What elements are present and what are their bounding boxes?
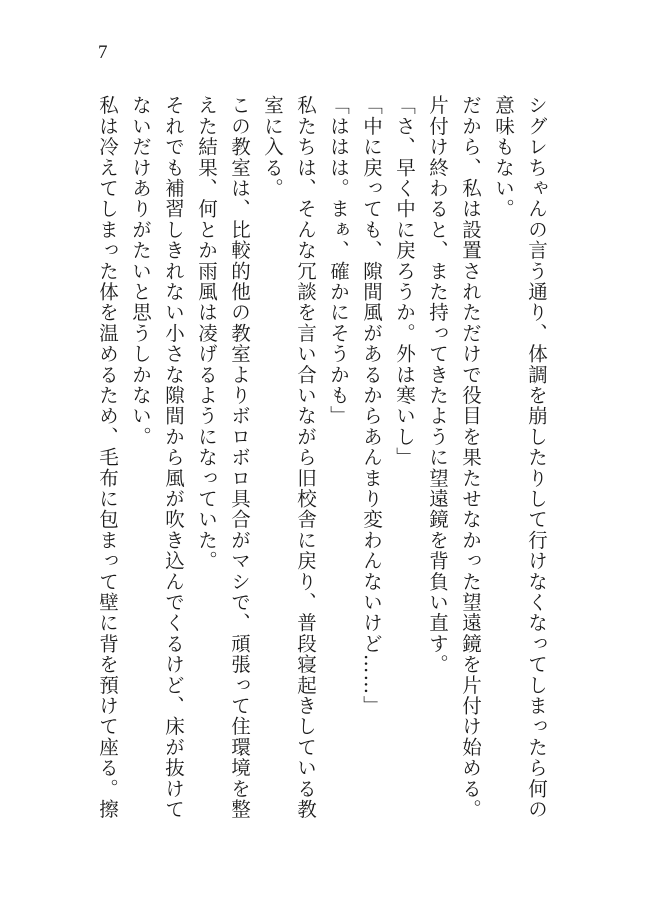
text-line-4: 片付け終わると、また持ってきたように望遠鏡を背負い直す。 bbox=[426, 95, 449, 675]
text-line-13: ないだけありがたいと思うしかない。 bbox=[129, 95, 152, 447]
text-line-10: この教室は、比較的他の教室よりボロボロ具合がマシで、頑張って住環境を整 bbox=[228, 95, 251, 820]
text-line-6: 「中に戻っても、隙間風があるからあんまり変わんないけど……」 bbox=[360, 95, 383, 716]
text-line-7: 「ははは。まぁ、確かにそうかも」 bbox=[327, 95, 350, 427]
vertical-text-body bbox=[93, 95, 550, 855]
text-line-3: だから、私は設置されただけで役目を果たせなかった望遠鏡を片付け始める。 bbox=[459, 95, 482, 820]
text-line-11: えた結果、何とか雨風は凌げるようになっていた。 bbox=[195, 95, 218, 572]
text-line-14: 私は冷えてしまった体を温めるため、毛布に包まって壁に背を預けて座る。擦 bbox=[96, 95, 119, 820]
text-line-9: 室に入る。 bbox=[261, 95, 284, 199]
text-line-12: それでも補習しきれない小さな隙間から風が吹き込んでくるけど、床が抜けて bbox=[162, 95, 185, 820]
page-number: 7 bbox=[98, 42, 108, 63]
text-line-5: 「さ、早く中に戻ろうか。外は寒いし」 bbox=[393, 95, 416, 468]
text-line-8: 私たちは、そんな冗談を言い合いながら旧校舎に戻り、普段寝起きしている教 bbox=[294, 95, 317, 820]
text-line-2: 意味もない。 bbox=[492, 95, 515, 220]
text-line-1: シグレちゃんの言う通り、体調を崩したりして行けなくなってしまったら何の bbox=[525, 95, 548, 820]
